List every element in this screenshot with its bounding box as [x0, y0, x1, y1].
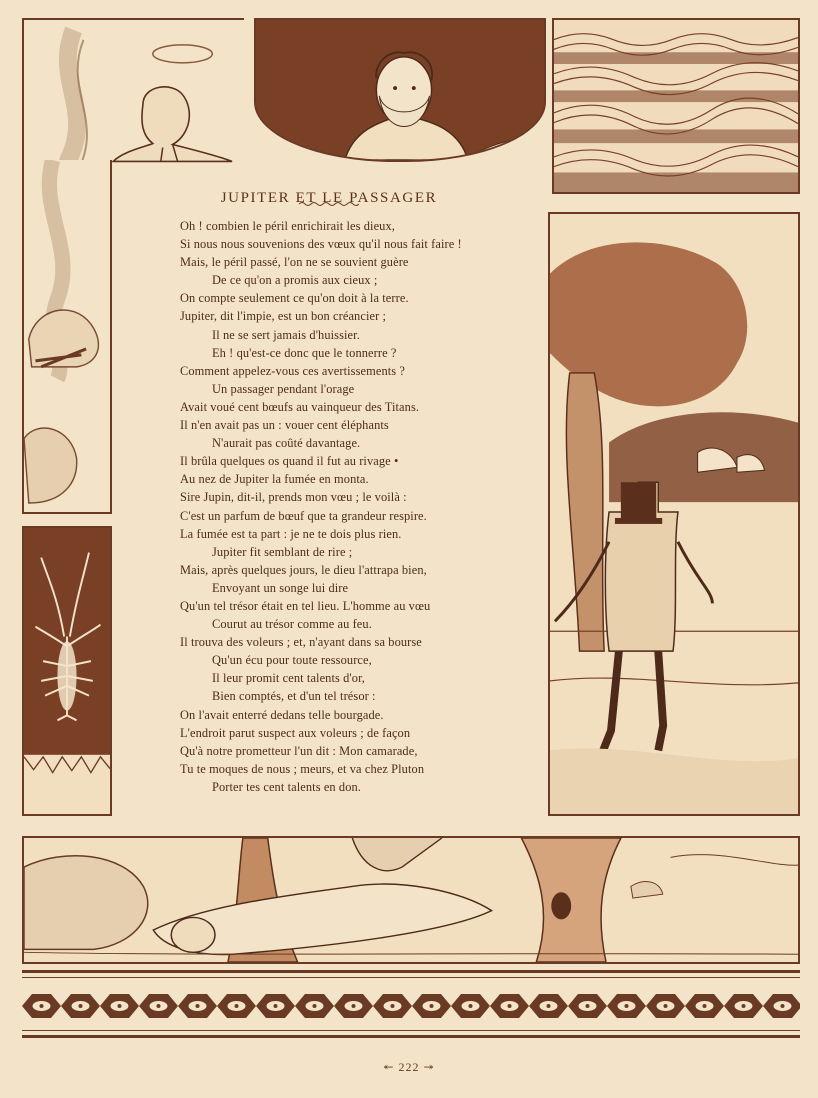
- poem-line: Eh ! qu'est-ce donc que le tonnerre ?: [212, 345, 397, 360]
- poem-line: L'endroit parut suspect aux voleurs ; de façon: [180, 725, 411, 740]
- poem-text: [180, 217, 540, 796]
- ornament-rule-bottom-2: [22, 1035, 800, 1038]
- ornamental-band: [22, 988, 800, 1024]
- ornament-rule-top-1: [22, 970, 800, 973]
- illustration-clouds: [552, 18, 800, 194]
- poem-line: Mais, le péril passé, l'on ne se souvient guère: [180, 255, 409, 270]
- illustration-lobster: [22, 526, 112, 816]
- poem-line: Il trouva des voleurs ; et, n'ayant dans sa bourse: [180, 635, 422, 650]
- poem-line: Avait voué cent bœufs au vainqueur des Titans.: [180, 399, 420, 414]
- poem-line: Porter tes cent talents en don.: [212, 779, 361, 794]
- lobster-illustration: [24, 528, 110, 814]
- page-number-decor-left: ↞: [383, 1060, 395, 1074]
- ornament-rule-bottom-1: [22, 1030, 800, 1031]
- clouds-illustration: [554, 20, 798, 192]
- illustration-traveler: [548, 212, 800, 816]
- poem-line: Qu'un écu pour toute ressource,: [212, 653, 372, 668]
- poem-line: Tu te moques de nous ; meurs, et va chez Pluton: [180, 761, 425, 776]
- poem-line: Il leur promit cent talents d'or,: [212, 671, 365, 686]
- poem-line: Jupiter, dit l'impie, est un bon créancier ;: [180, 309, 387, 324]
- poem-line: N'aurait pas coûté davantage.: [212, 436, 361, 451]
- page-title: JUPITER ET LE PASSAGER: [220, 190, 438, 207]
- poem-line: Un passager pendant l'orage: [212, 381, 355, 396]
- traveler-by-tree-illustration: [550, 214, 798, 814]
- poem-line: Oh ! combien le péril enrichirait les dieux,: [180, 219, 395, 233]
- text-panel: [111, 160, 547, 810]
- poem-line: Au nez de Jupiter la fumée en monta.: [180, 472, 369, 487]
- poem-line: Comment appelez-vous ces avertissements ?: [180, 363, 405, 378]
- poem-line: On compte seulement ce qu'on doit à la terre.: [180, 291, 409, 306]
- poem-line: Bien comptés, et d'un tel trésor :: [212, 689, 376, 704]
- poem-line: Si nous nous souvenions des vœux qu'il nous fait faire !: [180, 237, 462, 252]
- page-number-value: 222: [398, 1060, 420, 1074]
- poem-line: C'est un parfum de bœuf que ta grandeur respire.: [180, 508, 427, 523]
- poem-line: De ce qu'on a promis aux cieux ;: [212, 273, 378, 288]
- poem-line: Jupiter fit semblant de rire ;: [212, 544, 353, 559]
- illustration-fallen-man: [22, 836, 800, 964]
- poem-line: Il brûla quelques os quand il fut au rivage •: [180, 454, 399, 469]
- jupiter-illustration: [256, 20, 544, 160]
- poem-line: Qu'à notre prometteur l'un dit : Mon camarade,: [180, 743, 418, 758]
- poem-line: Qu'un tel trésor était en tel lieu. L'homme au vœu: [180, 598, 431, 613]
- illustration-man-smoke-lower: [22, 160, 112, 514]
- page-number: [0, 1060, 818, 1075]
- poem-line: Envoyant un songe lui dire: [212, 580, 349, 595]
- poem-line: Sire Jupin, dit-il, prends mon vœu ; le voilà :: [180, 490, 407, 505]
- title-ornament-rule: [299, 201, 359, 207]
- poem-line: Il ne se sert jamais d'huissier.: [212, 327, 360, 342]
- poem-line: Mais, après quelques jours, le dieu l'attrapa bien,: [180, 562, 427, 577]
- illustration-jupiter: [254, 18, 546, 162]
- poem-line: La fumée est ta part : je ne te dois plus rien.: [180, 526, 402, 541]
- poem-line: On l'avait enterré dedans telle bourgade.: [180, 707, 384, 722]
- poem-line: Courut au trésor comme au feu.: [212, 617, 372, 632]
- ornament-rule-top-2: [22, 977, 800, 978]
- poem-line: Il n'en avait pas un : vouer cent éléphants: [180, 418, 389, 433]
- page-number-decor-right: ↠: [423, 1060, 435, 1074]
- fallen-man-illustration: [24, 838, 798, 962]
